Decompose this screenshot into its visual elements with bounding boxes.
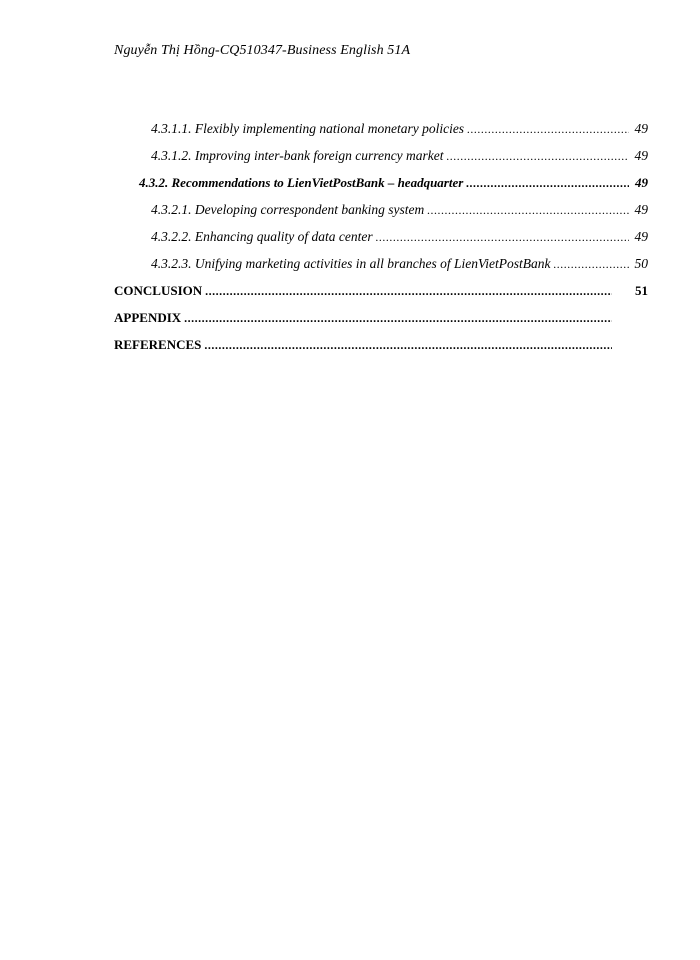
toc-dot-leader — [447, 149, 629, 164]
toc-entry-conclusion[interactable] — [114, 283, 648, 301]
toc-entry-4-3-2[interactable] — [139, 175, 648, 193]
toc-dot-leader — [205, 284, 612, 299]
toc-entry-page: 51 — [635, 283, 648, 298]
toc-entry-4-3-2-3[interactable] — [151, 256, 648, 274]
toc-dot-leader — [376, 230, 629, 245]
toc-entry-title: 4.3.1.1. Flexibly implementing national monetary policies — [151, 121, 465, 136]
toc-entry-4-3-2-1[interactable] — [151, 202, 648, 220]
toc-entry-4-3-1-2[interactable] — [151, 148, 648, 166]
toc-entry-appendix[interactable] — [114, 310, 648, 328]
toc-entry-page: 49 — [634, 121, 648, 136]
toc-entry-title: 4.3.2. Recommendations to LienVietPostBank – headquarter — [139, 175, 464, 190]
toc-entry-title: CONCLUSION — [114, 283, 203, 298]
toc-dot-leader — [427, 203, 629, 218]
toc-entry-title: 4.3.2.1. Developing correspondent banking system — [151, 202, 425, 217]
toc-entry-references[interactable] — [114, 337, 648, 355]
toc-entry-title: 4.3.2.2. Enhancing quality of data center — [151, 229, 373, 244]
toc-dot-leader — [553, 257, 629, 272]
page-header: Nguyễn Thị Hồng-CQ510347-Business English 51A — [114, 43, 411, 58]
toc-entry-page: 50 — [634, 256, 648, 271]
toc-entry-title: REFERENCES — [114, 337, 202, 352]
toc-entry-4-3-2-2[interactable] — [151, 229, 648, 247]
toc-entry-title: 4.3.2.3. Unifying marketing activities in all branches of LienVietPostBank — [151, 256, 551, 271]
toc-entry-page: 49 — [635, 175, 648, 190]
toc-dot-leader — [466, 176, 629, 191]
toc-dot-leader — [467, 122, 629, 137]
toc-entry-title: APPENDIX — [114, 310, 182, 325]
toc-dot-leader — [184, 311, 612, 326]
toc-dot-leader — [204, 338, 612, 353]
toc-entry-page: 49 — [634, 229, 648, 244]
toc-entry-title: 4.3.1.2. Improving inter-bank foreign currency market — [151, 148, 444, 163]
toc-entry-page: 49 — [634, 202, 648, 217]
toc-entry-4-3-1-1[interactable] — [151, 121, 648, 139]
toc-entry-page: 49 — [634, 148, 648, 163]
